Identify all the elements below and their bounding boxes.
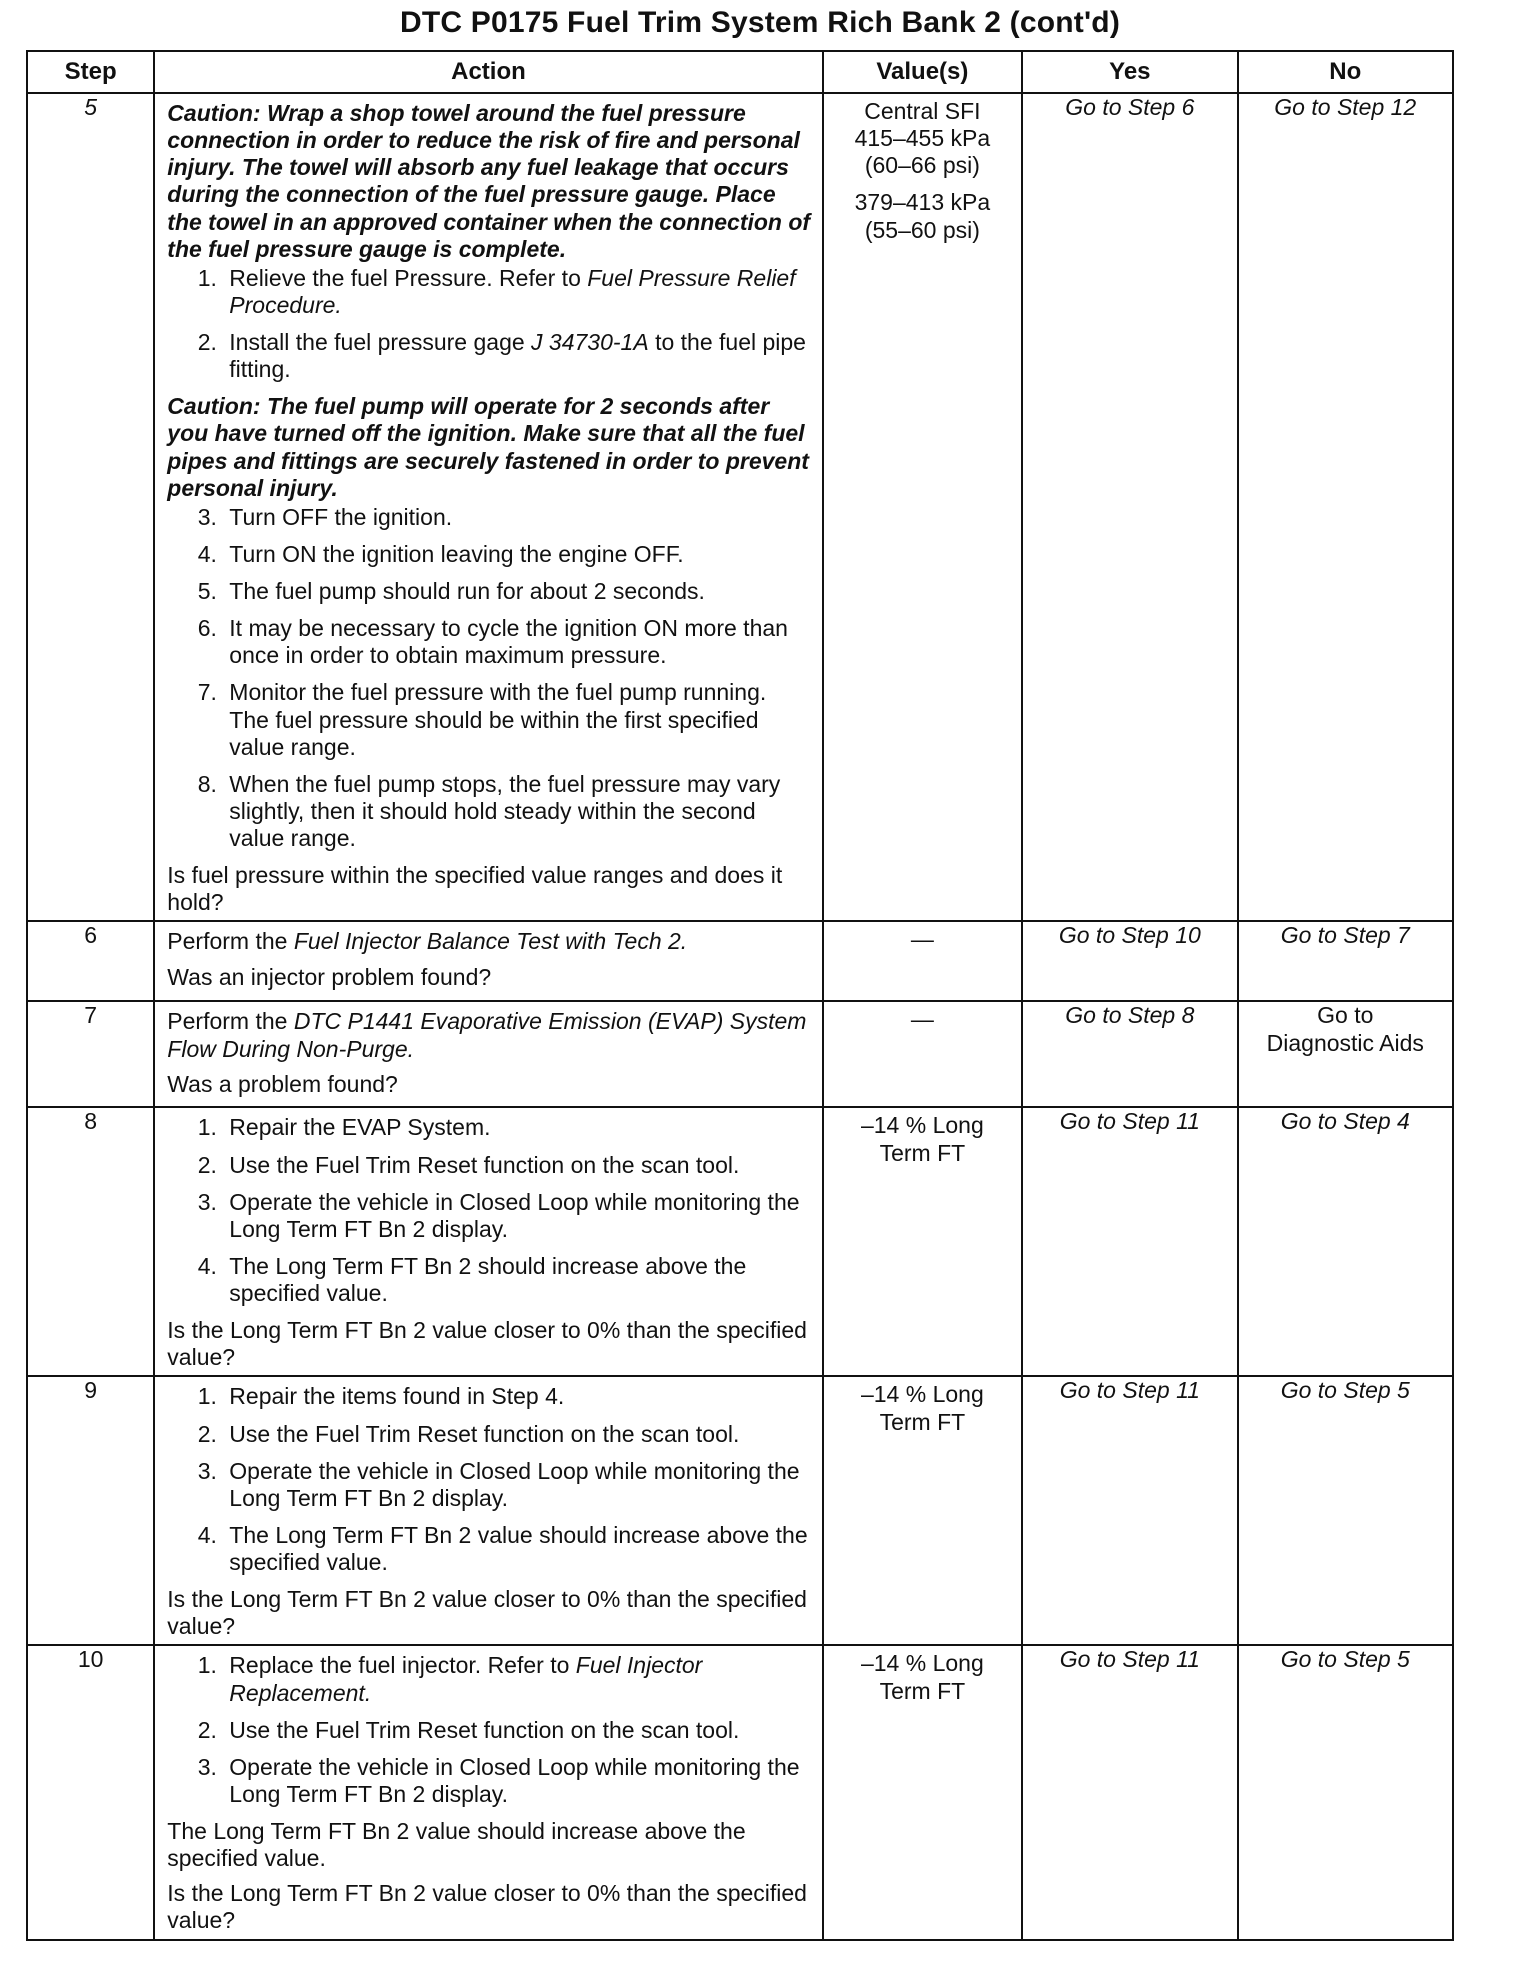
yes-cell: Go to Step 11 [1022,1107,1237,1376]
value-cell [823,1107,1023,1376]
header-no: No [1238,51,1453,93]
no-cell: Go to Step 5 [1238,1376,1453,1645]
list-item: 3. Operate the vehicle in Closed Loop while monitoring the Long Term FT Bn 2 display. [223,1754,811,1808]
note-text: The Long Term FT Bn 2 value should increase above the specified value. [167,1818,746,1872]
value-text: –14 % Long [860,1112,984,1139]
no-text: Diagnostic Aids [1266,1029,1424,1056]
yes-cell: Go to Step 11 [1022,1645,1237,1939]
question-text: Is the Long Term FT Bn 2 value closer to 0% than the specified value? [167,1586,807,1640]
procedure-list [167,504,811,852]
value-text: Central SFI [864,98,981,124]
list-item: 2. Use the Fuel Trim Reset function on the scan tool. [223,1717,811,1744]
step-number: 10 [27,1645,154,1939]
value-text: Term FT [879,1408,966,1435]
yes-cell: Go to Step 11 [1022,1376,1237,1645]
list-item: 1. Repair the EVAP System. [223,1114,811,1141]
list-item: 5. The fuel pump should run for about 2 seconds. [223,578,811,605]
value-text: Term FT [879,1677,966,1704]
no-cell: Go to Step 7 [1238,921,1453,1001]
list-item: 8. When the fuel pump stops, the fuel pressure may vary slightly, then it should hold steady within the second value range. [223,771,811,852]
header-step: Step [27,51,154,93]
caution-text: Caution: The fuel pump will operate for 2 seconds after you have turned off the ignition. Make sure that all the fuel pipes and fittings are securely fastened in order to prevent personal injury. [167,393,809,501]
action-cell [154,93,822,921]
action-text [167,1008,811,1062]
list-item: 4. The Long Term FT Bn 2 value should increase above the specified value. [223,1522,811,1576]
question-text: Was an injector problem found? [167,963,492,990]
list-item: 4. The Long Term FT Bn 2 should increase above the specified value. [223,1253,811,1307]
step-number: 6 [27,921,154,1001]
value-text: Term FT [879,1139,966,1166]
procedure-reference: DTC P1441 Evaporative Emission (EVAP) System Flow During Non-Purge. [167,1008,807,1062]
procedure-list [167,1383,811,1576]
action-cell [154,1001,822,1107]
question-text: Was a problem found? [167,1070,398,1097]
procedure-reference: Fuel Injector Replacement. [229,1652,703,1706]
procedure-list [167,1652,811,1808]
question-text: Is the Long Term FT Bn 2 value closer to 0% than the specified value? [167,1317,807,1371]
yes-cell: Go to Step 10 [1022,921,1237,1001]
caution-text: Caution: Wrap a shop towel around the fuel pressure connection in order to reduce the risk of fire and personal injury. The towel will absorb any fuel leakage that occurs during the connection of the fuel pressure gauge. Place the towel in an approved container when the connection of the fuel pressure gauge is complete. [167,100,811,262]
value-text: –14 % Long [860,1381,984,1408]
list-item: 1. Repair the items found in Step 4. [223,1383,811,1410]
value-text: (55–60 psi) [864,216,980,243]
list-item: 3. Turn OFF the ignition. [223,504,811,531]
no-cell: Go to Step 5 [1238,1645,1453,1939]
list-item [223,1652,811,1706]
value-text: 379–413 kPa [854,189,991,216]
value-cell: — [823,1001,1023,1107]
action-cell [154,921,822,1001]
step-number: 7 [27,1001,154,1107]
no-cell [1238,1001,1453,1107]
item-text: Perform the [167,1008,294,1035]
value-text: 415–455 kPa [854,125,991,152]
table-row-step-6 [27,921,1453,1001]
question-text: Is the Long Term FT Bn 2 value closer to 0% than the specified value? [167,1880,807,1934]
table-row-step-9 [27,1376,1453,1645]
table-row-step-8 [27,1107,1453,1376]
value-cell [823,1645,1023,1939]
page-title: DTC P0175 Fuel Trim System Rich Bank 2 (cont'd) [399,6,1121,39]
item-text: Relieve the fuel Pressure. Refer to [229,264,588,291]
list-item: 2. Use the Fuel Trim Reset function on the scan tool. [223,1421,811,1448]
list-item: 7. Monitor the fuel pressure with the fuel pump running. The fuel pressure should be within the first specified value range. [223,679,811,760]
value-cell [823,93,1023,921]
yes-cell: Go to Step 6 [1022,93,1237,921]
tool-reference: J 34730-1A [531,329,649,355]
list-item: 4. Turn ON the ignition leaving the engine OFF. [223,541,811,568]
question-text: Is fuel pressure within the specified value ranges and does it hold? [167,862,783,916]
list-item: 3. Operate the vehicle in Closed Loop while monitoring the Long Term FT Bn 2 display. [223,1458,811,1512]
step-number: 5 [27,93,154,921]
action-cell [154,1376,822,1645]
table-row-step-7 [27,1001,1453,1107]
action-text [167,928,811,955]
header-action: Action [154,51,822,93]
procedure-list [167,265,811,384]
list-item [223,329,811,383]
list-item: 3. Operate the vehicle in Closed Loop while monitoring the Long Term FT Bn 2 display. [223,1189,811,1243]
header-yes: Yes [1022,51,1237,93]
step-number: 9 [27,1376,154,1645]
value-cell [823,1376,1023,1645]
list-item: 6. It may be necessary to cycle the ignition ON more than once in order to obtain maximum pressure. [223,615,811,669]
action-cell [154,1645,822,1939]
yes-cell: Go to Step 8 [1022,1001,1237,1107]
item-text: Perform the [167,928,294,955]
no-cell: Go to Step 4 [1238,1107,1453,1376]
value-text: (60–66 psi) [864,152,980,179]
procedure-reference: Fuel Injector Balance Test with Tech 2. [293,928,688,955]
no-text: Go to [1317,1002,1374,1029]
header-values: Value(s) [823,51,1023,93]
step-number: 8 [27,1107,154,1376]
list-item [223,265,811,319]
table-row-step-10 [27,1645,1453,1939]
procedure-list [167,1114,811,1307]
list-item: 2. Use the Fuel Trim Reset function on the scan tool. [223,1152,811,1179]
item-text: to the fuel pipe fitting. [229,329,806,383]
item-text: Install the fuel pressure gage [229,329,532,355]
no-cell: Go to Step 12 [1238,93,1453,921]
table-header-row [27,51,1453,93]
action-cell [154,1107,822,1376]
value-text: –14 % Long [860,1650,984,1677]
diagnostic-table [26,50,1454,1941]
item-text: Replace the fuel injector. Refer to [229,1652,576,1679]
value-cell: — [823,921,1023,1001]
table-row-step-5 [27,93,1453,921]
procedure-reference: Fuel Pressure Relief Procedure. [229,264,796,318]
